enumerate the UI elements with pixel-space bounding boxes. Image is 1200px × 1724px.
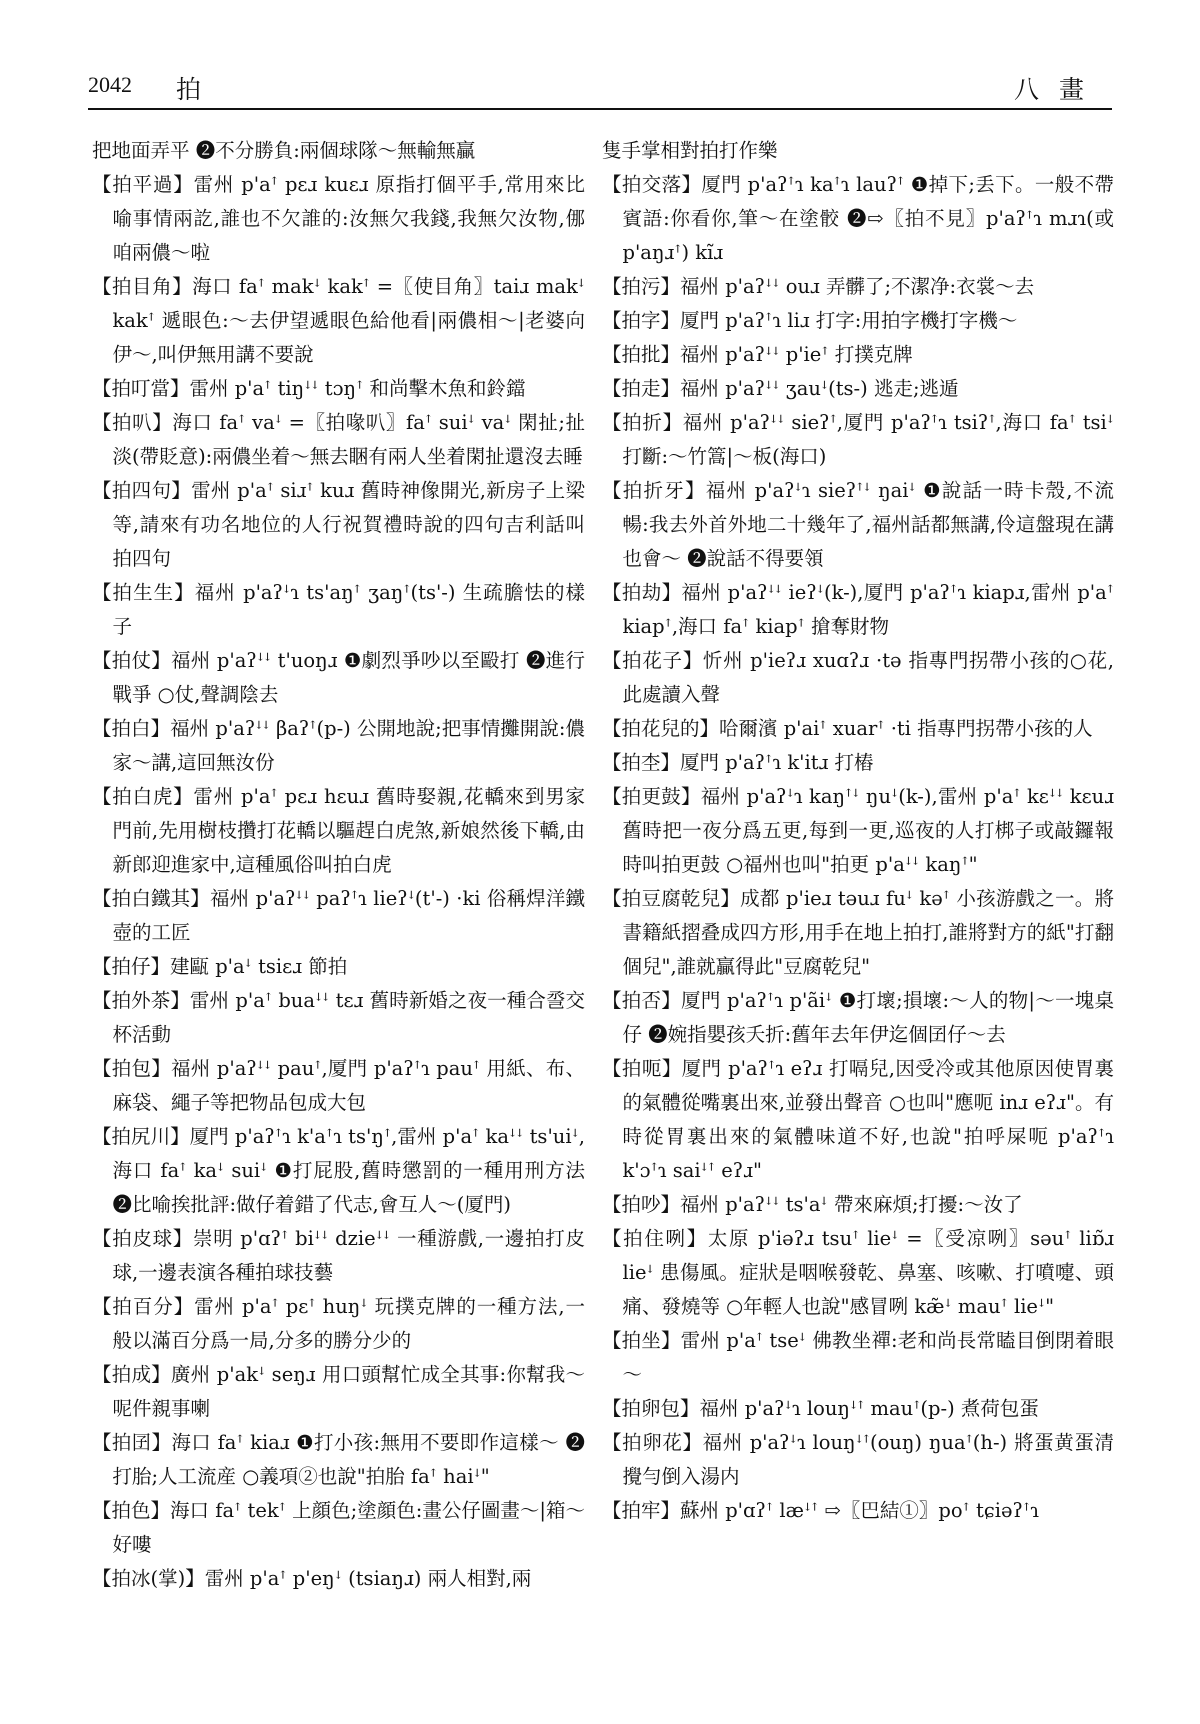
entry-continuation: 隻手掌相對拍打作樂: [602, 139, 778, 162]
page-number: 2042: [88, 72, 132, 97]
dictionary-entry: 【拍住咧】太原 p'iəʔɹ tsuꜛ lieꜜ =〖受凉咧〗səuꜛ liɒ̃ɹ lieꜜ 患傷風。症狀是咽喉發乾、鼻塞、咳嗽、打噴嚏、頭痛、發燒等 ○年輕人也說"感冒咧 kæ̃ꜜ mauꜛ lieꜜ": [602, 1227, 1114, 1318]
right-column: [602, 134, 1114, 1528]
dictionary-entry: 【拍卵包】福州 p'aʔꜜɿ louŋꜜꜛ mauꜛ(p-) 煮荷包蛋: [602, 1397, 1039, 1420]
dictionary-entry: 【拍劫】福州 p'aʔꜜꜜ ieʔꜜ(k-),厦門 p'aʔꜛɿ kiapɹ,雷州 p'aꜛ kiapꜛ,海口 faꜛ kiapꜛ 搶奪財物: [602, 581, 1114, 638]
dictionary-entry: 【拍批】福州 p'aʔꜜꜜ p'ieꜛ 打撲克牌: [602, 343, 913, 366]
dictionary-entry: 【拍叭】海口 faꜛ vaꜜ =〖拍喙叭〗faꜛ suiꜜ vaꜜ 閑扯;扯淡(帶貶意):兩儂坐着～無去睏有兩人坐着閑扯還沒去睡: [92, 411, 585, 468]
dictionary-entry: 【拍成】廣州 p'akꜜ seŋɹ 用口頭幫忙成全其事:你幫我～呢件親事喇: [92, 1363, 585, 1420]
dictionary-entry: 【拍字】厦門 p'aʔꜛɿ liɹ 打字:用拍字機打字機～: [602, 309, 1018, 332]
dictionary-entry: 【拍卵花】福州 p'aʔꜜɿ louŋꜜꜛ(ouŋ) ŋuaꜛ(h-) 將蛋黄蛋清攪勻倒入湯内: [602, 1431, 1114, 1488]
page-header: [88, 70, 1112, 110]
dictionary-entry: 【拍牢】蘇州 p'ɑʔꜛ læꜜꜛ ⇨〖巴結①〗poꜛ tɕiəʔꜛɿ: [602, 1499, 1040, 1522]
dictionary-entry: 【拍生生】福州 p'aʔꜜɿ ts'aŋꜛ ʒaŋꜛ(ts'-) 生疏膽怯的樣子: [92, 581, 585, 638]
dictionary-entry: 【拍四句】雷州 p'aꜛ siɹꜛ kuɹ 舊時神像開光,新房子上梁等,請來有功名地位的人行祝賀禮時說的四句吉利話叫拍四句: [92, 479, 585, 570]
dictionary-entry: 【拍坐】雷州 p'aꜛ tseꜜ 佛教坐禪:老和尚長常瞌目倒閉着眼～: [602, 1329, 1114, 1386]
dictionary-entry: 【拍冰(掌)】雷州 p'aꜛ p'eŋꜜ (tsiaŋɹ) 兩人相對,兩: [92, 1567, 532, 1590]
dictionary-entry: 【拍豆腐乾兒】成都 p'ieɹ təuɹ fuꜜ kəꜛ 小孩游戲之一。將書籍紙摺叠成四方形,用手在地上拍打,誰將對方的紙"打翻個兒",誰就贏得此"豆腐乾兒": [602, 887, 1114, 978]
dictionary-entry: 【拍仗】福州 p'aʔꜜꜜ t'uoŋɹ ❶劇烈爭吵以至毆打 ❷進行戰爭 ○仗,聲調陰去: [92, 649, 585, 706]
dictionary-entry: 【拍白鐵其】福州 p'aʔꜜꜜ paʔꜛɿ lieʔꜜ(t'-) ·ki 俗稱焊洋鐵壺的工匠: [92, 887, 585, 944]
dictionary-entry: 【拍吵】福州 p'aʔꜜꜜ ts'aꜜ 帶來麻煩;打擾:～汝了: [602, 1193, 1023, 1216]
header-headword: 拍: [176, 75, 202, 104]
dictionary-entry: 【拍百分】雷州 p'aꜛ pɛꜛ huŋꜜ 玩撲克牌的一種方法,一般以滿百分爲一局,分多的勝分少的: [92, 1295, 585, 1352]
dictionary-entry: 【拍皮球】崇明 p'ɑʔꜛ biꜜꜜ dzieꜜꜜ 一種游戲,一邊拍打皮球,一邊表演各種拍球技藝: [92, 1227, 585, 1284]
dictionary-entry: 【拍外茶】雷州 p'aꜛ buaꜜꜜ tɛɹ 舊時新婚之夜一種合巹交杯活動: [92, 989, 585, 1046]
dictionary-entry: 【拍走】福州 p'aʔꜜꜜ ʒauꜜ(ts-) 逃走;逃遁: [602, 377, 959, 400]
section-title: 八畫: [1013, 75, 1104, 104]
dictionary-entry: 【拍白虎】雷州 p'aꜛ pɛɹ hɛuɹ 舊時娶親,花轎來到男家門前,先用樹枝攢打花轎以驅趕白虎煞,新娘然後下轎,由新郎迎進家中,這種風俗叫拍白虎: [92, 785, 585, 876]
dictionary-entry: 【拍叮當】雷州 p'aꜛ tiŋꜜꜜ tɔŋꜛ 和尚擊木魚和鈴鐺: [92, 377, 526, 400]
dictionary-entry: 【拍更鼓】福州 p'aʔꜜɿ kaŋꜛꜜ ŋuꜜ(k-),雷州 p'aꜛ kɛꜜꜜ kɛuɹ 舊時把一夜分爲五更,每到一更,巡夜的人打梆子或敲鑼報時叫拍更鼓 ○福州也叫"拍更 p'aꜜꜜ kaŋꜛ": [602, 785, 1114, 876]
dictionary-entry: 【拍花子】忻州 p'ieʔɹ xuɑʔɹ ·tə 指專門拐帶小孩的○花,此處讀入聲: [602, 649, 1114, 706]
dictionary-entry: 【拍呃】厦門 p'aʔꜛɿ eʔɹ 打嗝兒,因受冷或其他原因使胃裏的氣體從嘴裏出來,並發出聲音 ○也叫"應呃 inɹ eʔɹ"。有時從胃裏出來的氣體味道不好,也說"拍呼屎呃 p'aʔꜛɿ k'ɔꜛɿ saiꜜꜛ eʔɹ": [602, 1057, 1114, 1182]
left-column: [92, 134, 585, 1596]
dictionary-entry: 【拍杢】厦門 p'aʔꜛɿ k'itɹ 打樁: [602, 751, 874, 774]
dictionary-entry: 【拍白】福州 p'aʔꜜꜜ βaʔꜛ(p-) 公開地說;把事情攤開說:儂家～講,這回無汝份: [92, 717, 585, 774]
dictionary-entry: 【拍交落】厦門 p'aʔꜛɿ kaꜛɿ lauʔꜛ ❶掉下;丢下。一般不帶賓語:你看你,筆～在塗骹 ❷⇨〖拍不見〗p'aʔꜛɿ mɹɿ(或p'aŋɹꜛ) kĩɹ: [602, 173, 1114, 264]
dictionary-entry: 【拍折】福州 p'aʔꜜꜜ sieʔꜛ,厦門 p'aʔꜛɿ tsiʔꜛ,海口 faꜛ tsiꜜ 打斷:～竹篙|～板(海口): [602, 411, 1114, 468]
dictionary-entry: 【拍包】福州 p'aʔꜜꜜ pauꜛ,厦門 p'aʔꜛɿ pauꜛ 用紙、布、麻袋、繩子等把物品包成大包: [92, 1057, 585, 1114]
entry-continuation: 把地面弄平 ❷不分勝負:兩個球隊～無輸無贏: [92, 139, 476, 162]
dictionary-entry: 【拍目角】海口 faꜛ makꜜ kakꜛ =〖使目角〗taiɹ makꜜ kakꜛ 遞眼色:～去伊望遞眼色給他看|兩儂相～|老婆向伊～,叫伊無用講不要說: [92, 275, 585, 366]
dictionary-entry: 【拍平過】雷州 p'aꜛ pɛɹ kuɛɹ 原指打個平手,常用來比喻事情兩訖,誰也不欠誰的:汝無欠我錢,我無欠汝物,㑚咱兩儂～啦: [92, 173, 585, 264]
dictionary-entry: 【拍折牙】福州 p'aʔꜜɿ sieʔꜛꜜ ŋaiꜜ ❶說話一時卡殼,不流暢:我去外首外地二十幾年了,福州話都無講,伶這盤現在講也會～ ❷說話不得要領: [602, 479, 1114, 570]
dictionary-entry: 【拍色】海口 faꜛ tekꜛ 上顔色;塗顔色:畫公仔圖畫～|箱～好嘍: [92, 1499, 585, 1556]
dictionary-entry: 【拍污】福州 p'aʔꜜꜜ ouɹ 弄髒了;不潔净:衣裳～去: [602, 275, 1035, 298]
dictionary-entry: 【拍囝】海口 faꜛ kiaɹ ❶打小孩:無用不要即作這樣～ ❷打胎;人工流産 ○義項②也說"拍胎 faꜛ haiꜜ": [92, 1431, 585, 1488]
dictionary-entry: 【拍仔】建甌 p'aꜜ tsiɛɹ 節拍: [92, 955, 348, 978]
dictionary-entry: 【拍尻川】厦門 p'aʔꜛɿ k'aꜛɿ ts'ŋꜛ,雷州 p'aꜛ kaꜜꜜ ts'uiꜜ,海口 faꜛ kaꜜ suiꜜ ❶打屁股,舊時懲罰的一種用刑方法 ❷比喻挨批評:做仔着錯了代志,會互人～(厦門): [92, 1125, 585, 1216]
dictionary-entry: 【拍否】厦門 p'aʔꜛɿ p'ãiꜜ ❶打壞;損壞:～人的物|～一塊桌仔 ❷婉指嬰孩夭折:舊年去年伊迄個囝仔～去: [602, 989, 1114, 1046]
dictionary-entry: 【拍花兒的】哈爾濱 p'aiꜛ xuarꜛ ·ti 指專門拐帶小孩的人: [602, 717, 1093, 740]
